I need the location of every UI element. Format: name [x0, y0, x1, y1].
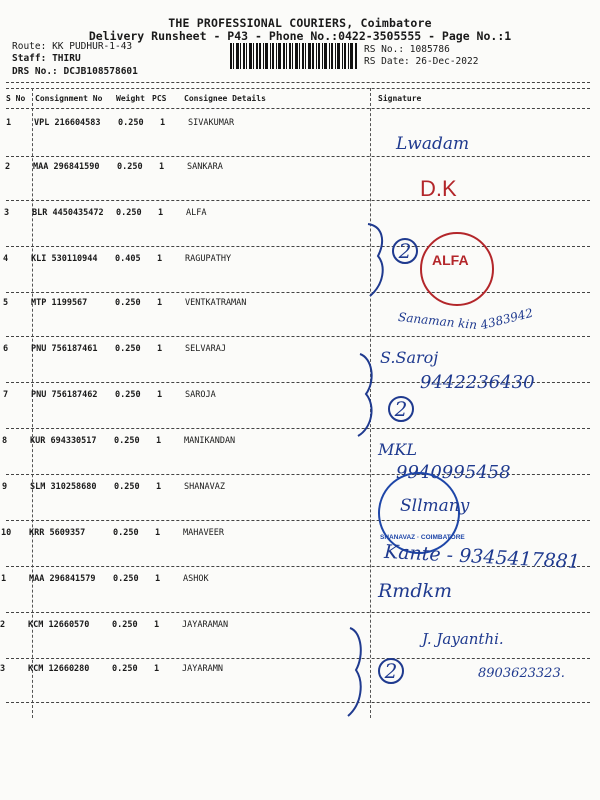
- row-sno: 7: [3, 390, 9, 400]
- table-top-rule: [6, 82, 590, 83]
- row-consignee: SANKARA: [187, 162, 223, 172]
- signature-6a: S.Saroj: [380, 348, 439, 367]
- row-consignment: BLR 4450435472: [32, 208, 104, 218]
- alfa-stamp: [420, 232, 494, 306]
- signature-8a: MKL: [378, 440, 417, 459]
- row-pcs: 1: [155, 574, 161, 584]
- rs-no-line: [364, 44, 450, 55]
- row-consignee: MAHAVEER: [183, 528, 224, 538]
- row-weight: 0.250: [117, 162, 143, 172]
- row-divider: [6, 658, 590, 659]
- row-consignee: ASHOK: [183, 574, 209, 584]
- row-consignee: VENTKATRAMAN: [185, 298, 247, 308]
- signature-10: Kante - 9345417881: [383, 540, 581, 574]
- company-title: THE PROFESSIONAL COURIERS, Coimbatore: [168, 16, 432, 30]
- row-consignee: MANIKANDAN: [184, 436, 236, 446]
- staff-label: Staff:: [12, 53, 47, 64]
- row-weight: 0.250: [113, 574, 139, 584]
- row-pcs: 1: [157, 298, 163, 308]
- barcode-image: [230, 43, 358, 69]
- row-divider: [6, 702, 590, 703]
- row-divider: [6, 292, 590, 293]
- alfa-stamp-text: ALFA: [432, 252, 469, 268]
- row-pcs: 1: [154, 664, 160, 674]
- circled-number-3: 2: [378, 658, 404, 684]
- row-consignee: JAYARAMAN: [182, 620, 229, 630]
- row-consignment: PNU 756187461: [31, 344, 98, 354]
- row-sno: 2: [0, 620, 6, 630]
- route-line: [12, 41, 132, 52]
- row-consignment: MTP 1199567: [31, 298, 88, 308]
- signature-5b: 4383942: [479, 305, 535, 333]
- row-pcs: 1: [159, 162, 165, 172]
- circled-number-1: 2: [392, 238, 418, 264]
- signature-1: Lwadam: [396, 134, 470, 154]
- row-weight: 0.250: [112, 664, 138, 674]
- row-weight: 0.250: [114, 436, 140, 446]
- runsheet-subtitle: Delivery Runsheet - P43 - Phone No.:0422-3505555 - Page No.:1: [88, 29, 512, 43]
- row-pcs: 1: [156, 482, 162, 492]
- signature-13: 8903623323.: [478, 666, 565, 681]
- row-pcs: 1: [157, 344, 163, 354]
- row-consignee: SIVAKUMAR: [188, 118, 235, 128]
- row-divider: [6, 246, 590, 247]
- drs-value: DCJB108578601: [63, 66, 138, 77]
- row-divider: [6, 336, 590, 337]
- row-consignment: KUR 694330517: [30, 436, 97, 446]
- row-sno: 8: [2, 436, 8, 446]
- bracket-mark-1: [360, 220, 400, 300]
- row-consignment: PNU 756187462: [31, 390, 98, 400]
- signature-11: Rmdkm: [378, 580, 453, 602]
- route-label: Route:: [12, 41, 47, 52]
- column-header-signature: Signature: [378, 94, 422, 103]
- row-sno: 5: [3, 298, 9, 308]
- row-pcs: 1: [160, 118, 166, 128]
- row-consignment: SLM 310258680: [30, 482, 97, 492]
- row-divider: [6, 428, 590, 429]
- shanavaz-stamp-text: SHANAVAZ · COIMBATORE: [380, 534, 465, 541]
- rs-date-value: 26-Dec-2022: [415, 56, 479, 67]
- row-consignment: MAA 296841579: [29, 574, 96, 584]
- staff-value: THIRU: [52, 53, 81, 64]
- row-consignment: KCM 12660570: [28, 620, 90, 630]
- header-bottom-rule: [6, 108, 590, 109]
- signature-2: D.K: [420, 176, 457, 201]
- row-weight: 0.405: [115, 254, 141, 264]
- row-sno: 1: [6, 118, 12, 128]
- row-weight: 0.250: [114, 482, 140, 492]
- column-header-consignee: Consignee Details: [184, 94, 266, 103]
- row-weight: 0.250: [112, 620, 138, 630]
- drs-line: [12, 66, 138, 77]
- row-consignment: KLI 530110944: [31, 254, 98, 264]
- row-divider: [6, 612, 590, 613]
- rs-no-value: 1085786: [409, 44, 450, 55]
- signature-9: Sllmany: [400, 496, 470, 516]
- row-divider: [6, 200, 590, 201]
- row-pcs: 1: [157, 254, 163, 264]
- signature-12: J. Jayanthi.: [422, 630, 504, 648]
- row-consignee: RAGUPATHY: [185, 254, 232, 264]
- row-weight: 0.250: [115, 298, 141, 308]
- row-consignee: SAROJA: [185, 390, 216, 400]
- row-pcs: 1: [157, 390, 163, 400]
- row-consignee: SHANAVAZ: [184, 482, 225, 492]
- row-pcs: 1: [154, 620, 160, 630]
- route-value: KK PUDHUR-1-43: [52, 41, 133, 52]
- row-weight: 0.250: [118, 118, 144, 128]
- row-sno: 3: [4, 208, 10, 218]
- row-pcs: 1: [156, 436, 162, 446]
- row-consignee: JAYARAMN: [182, 664, 223, 674]
- row-pcs: 1: [158, 208, 164, 218]
- row-consignee: ALFA: [186, 208, 207, 218]
- row-consignee: SELVARAJ: [185, 344, 226, 354]
- rs-no-label: RS No.:: [364, 44, 405, 55]
- row-weight: 0.250: [115, 344, 141, 354]
- column-header-pcs: PCS: [152, 94, 167, 103]
- row-divider: [6, 520, 590, 521]
- drs-label: DRS No.:: [12, 66, 58, 77]
- circled-number-2: 2: [388, 396, 414, 422]
- rs-date-label: RS Date:: [364, 56, 410, 67]
- row-sno: 4: [3, 254, 9, 264]
- signature-5a: Sanaman kin: [397, 309, 478, 333]
- row-sno: 10: [1, 528, 12, 538]
- signature-8b: 9940995458: [396, 462, 511, 483]
- table-top-rule-2: [6, 88, 590, 89]
- column-header-weight: Weight: [116, 94, 145, 103]
- row-pcs: 1: [155, 528, 161, 538]
- rs-date-line: [364, 56, 478, 67]
- row-consignment: VPL 216604583: [34, 118, 101, 128]
- column-header-sno: S No: [6, 94, 26, 103]
- row-sno: 2: [5, 162, 11, 172]
- staff-line: [12, 53, 81, 64]
- column-header-consignment: Consignment No: [35, 94, 103, 103]
- signature-6b: 9442236430: [420, 372, 535, 393]
- row-sno: 9: [2, 482, 8, 492]
- row-weight: 0.250: [116, 208, 142, 218]
- row-consignment: KRR 5609357: [29, 528, 86, 538]
- row-consignment: KCM 12660280: [28, 664, 90, 674]
- bracket-mark-3: [342, 624, 378, 720]
- row-divider: [6, 156, 590, 157]
- row-weight: 0.250: [113, 528, 139, 538]
- row-sno: 3: [0, 664, 6, 674]
- row-sno: 6: [3, 344, 9, 354]
- row-sno: 1: [1, 574, 7, 584]
- row-weight: 0.250: [115, 390, 141, 400]
- row-consignment: MAA 296841590: [33, 162, 100, 172]
